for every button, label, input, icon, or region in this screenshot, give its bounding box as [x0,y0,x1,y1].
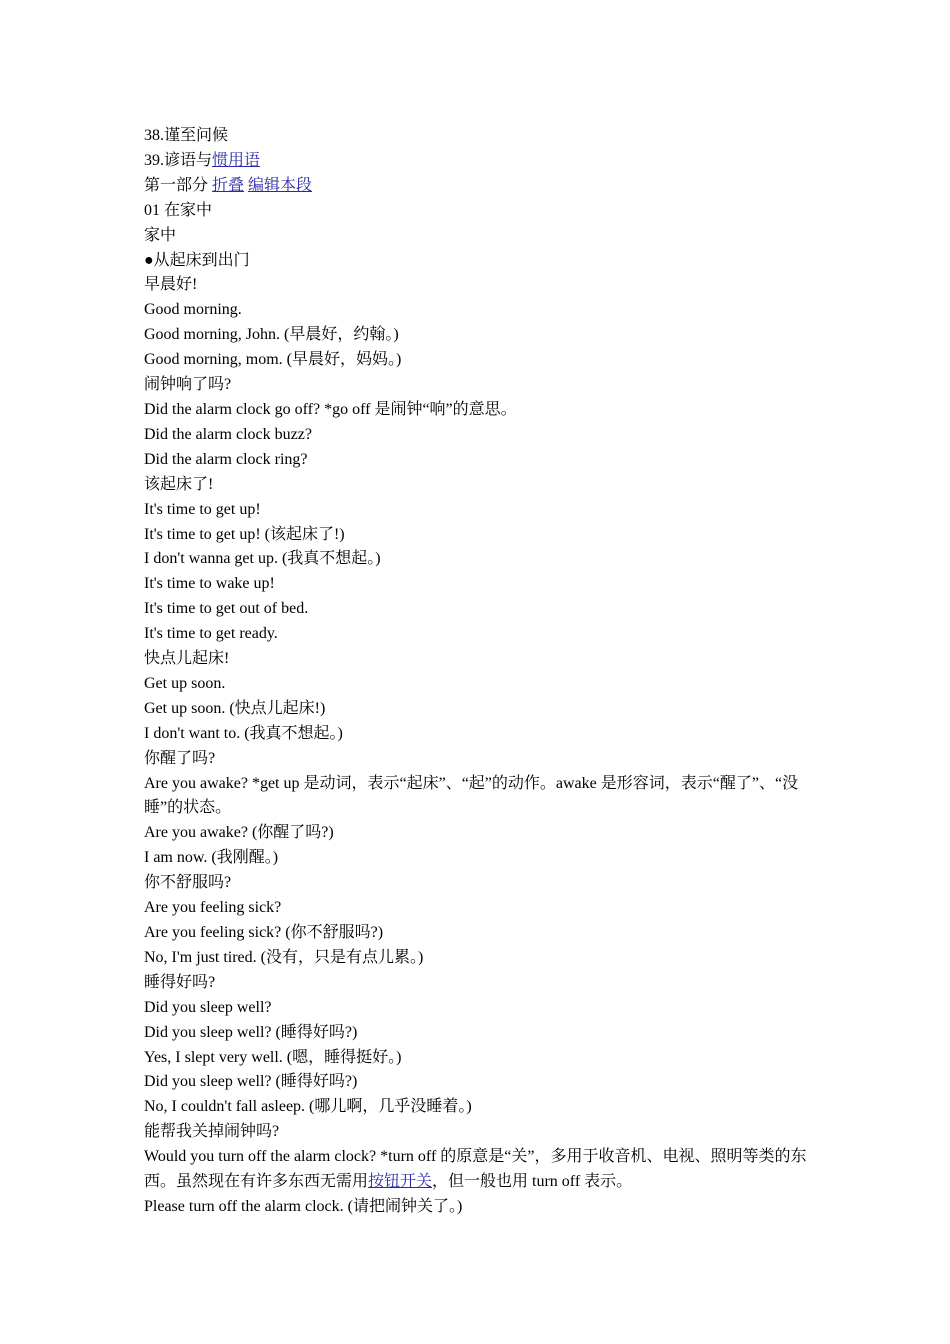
section-heading-label: 第一部分 [144,176,213,194]
example-line: Are you awake? *get up 是动词，表示“起床”、“起”的动作。awake 是形容词，表示“醒了”、“没睡”的状态。 [144,774,799,817]
section-heading-part-one [144,174,816,199]
example-line: It's time to get ready. [144,625,278,643]
example-line [144,1145,816,1195]
phrase-heading: 你醒了吗? [144,749,216,767]
example-line: It's time to get out of bed. [144,600,309,618]
example-text-after: ，但一般也用 turn off 表示。 [432,1173,633,1191]
phrase-heading: 早晨好! [144,276,198,294]
subsection-title: 家中 [144,226,177,244]
example-line: Are you feeling sick? [144,899,282,917]
example-line: It's time to wake up! [144,575,275,593]
example-line: Did you sleep well? (睡得好吗?) [144,1023,358,1041]
example-line: Good morning. [144,301,242,319]
phrase-heading: 能帮我关掉闹钟吗? [144,1123,280,1141]
edit-section-link[interactable]: 编辑本段 [248,176,313,194]
bullet-heading: ●从起床到出门 [144,251,250,269]
example-text: Would you turn off the alarm clock? *turn off 的原意是“关”，多用于收音机、电视、照明等类的东西。虽然现在有许多东西无需用 [144,1148,807,1191]
phrase-heading: 你不舒服吗? [144,874,232,892]
example-line: Did the alarm clock buzz? [144,425,312,443]
example-line: I don't wanna get up. (我真不想起。) [144,550,381,568]
idioms-link[interactable]: 惯用语 [212,151,261,169]
example-line: Are you awake? (你醒了吗?) [144,824,334,842]
toc-item-39-label: 39.谚语与 [144,151,213,169]
phrase-heading: 快点儿起床! [144,650,230,668]
example-line: Get up soon. [144,674,226,692]
example-line: Get up soon. (快点儿起床!) [144,699,326,717]
example-line: Good morning, John. (早晨好，约翰。) [144,326,399,344]
example-line: Did you sleep well? [144,998,272,1016]
phrase-heading: 该起床了! [144,475,214,493]
example-line: Are you feeling sick? (你不舒服吗?) [144,924,384,941]
toc-item-39 [144,149,816,174]
example-line: I don't want to. (我真不想起。) [144,724,343,742]
example-line: No, I'm just tired. (没有，只是有点儿累。) [144,948,424,966]
example-line: Good morning, mom. (早晨好，妈妈。) [144,351,402,369]
document-page [144,124,816,1220]
example-line: Please turn off the alarm clock. (请把闹钟关了。) [144,1197,463,1215]
example-line: It's time to get up! [144,500,261,518]
button-switch-link[interactable]: 按钮开关 [368,1173,433,1191]
example-line: I am now. (我刚醒。) [144,849,279,867]
example-line: Did the alarm clock go off? *go off 是闹钟“响”的意思。 [144,400,517,418]
example-line: Yes, I slept very well. (嗯，睡得挺好。) [144,1048,402,1066]
example-line: Did you sleep well? (睡得好吗?) [144,1073,358,1091]
phrase-heading: 睡得好吗? [144,973,216,991]
example-line: It's time to get up! (该起床了!) [144,525,345,543]
example-line: Did the alarm clock ring? [144,450,308,468]
collapse-link[interactable]: 折叠 [212,176,245,194]
toc-item-38: 38.谨至问候 [144,127,229,144]
example-line: No, I couldn't fall asleep. (哪儿啊，几乎没睡着。) [144,1098,472,1116]
phrase-heading: 闹钟响了吗? [144,376,232,394]
chapter-title: 01 在家中 [144,201,213,219]
